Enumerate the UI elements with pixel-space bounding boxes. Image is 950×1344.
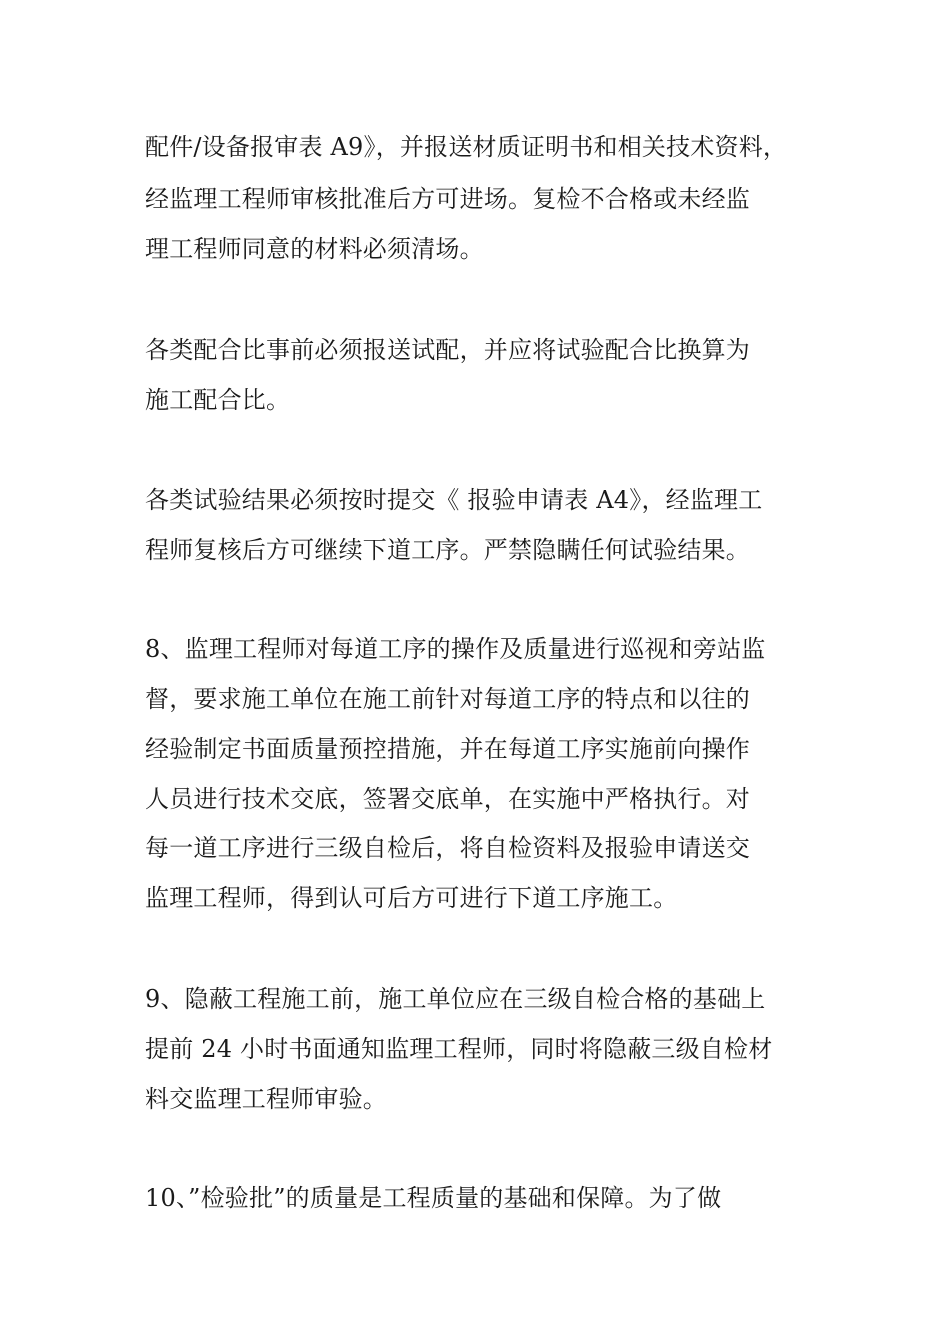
paragraph-1-line-3: 理工程师同意的材料必须清场。 <box>145 235 484 263</box>
paragraph-3-line-2: 程师复核后方可继续下道工序。严禁隐瞒任何试验结果。 <box>145 536 750 564</box>
paragraph-6-line-1: 10、”检验批”的质量是工程质量的基础和保障。为了做 <box>145 1184 722 1212</box>
paragraph-2-line-2: 施工配合比。 <box>145 386 291 414</box>
paragraph-4-line-4: 人员进行技术交底，签署交底单，在实施中严格执行。对 <box>145 785 750 813</box>
paragraph-5-line-2: 提前 24 小时书面通知监理工程师，同时将隐蔽三级自检材 <box>145 1035 773 1063</box>
paragraph-4-line-1: 8、监理工程师对每道工序的操作及质量进行巡视和旁站监 <box>145 635 766 663</box>
paragraph-3-line-1: 各类试验结果必须按时提交《 报验申请表 A4》，经监理工 <box>145 486 763 514</box>
paragraph-5-line-3: 料交监理工程师审验。 <box>145 1085 387 1113</box>
paragraph-4-line-6: 监理工程师，得到认可后方可进行下道工序施工。 <box>145 884 678 912</box>
paragraph-1-line-1: 配件/设备报审表 A9》，并报送材质证明书和相关技术资料， <box>145 133 788 161</box>
paragraph-5-line-1: 9、隐蔽工程施工前，施工单位应在三级自检合格的基础上 <box>145 985 766 1013</box>
paragraph-4-line-2: 督，要求施工单位在施工前针对每道工序的特点和以往的 <box>145 685 750 713</box>
paragraph-4-line-3: 经验制定书面质量预控措施，并在每道工序实施前向操作 <box>145 735 750 763</box>
paragraph-4-line-5: 每一道工序进行三级自检后，将自检资料及报验申请送交 <box>145 834 750 862</box>
paragraph-2-line-1: 各类配合比事前必须报送试配，并应将试验配合比换算为 <box>145 336 750 364</box>
paragraph-1-line-2: 经监理工程师审核批准后方可进场。复检不合格或未经监 <box>145 185 750 213</box>
